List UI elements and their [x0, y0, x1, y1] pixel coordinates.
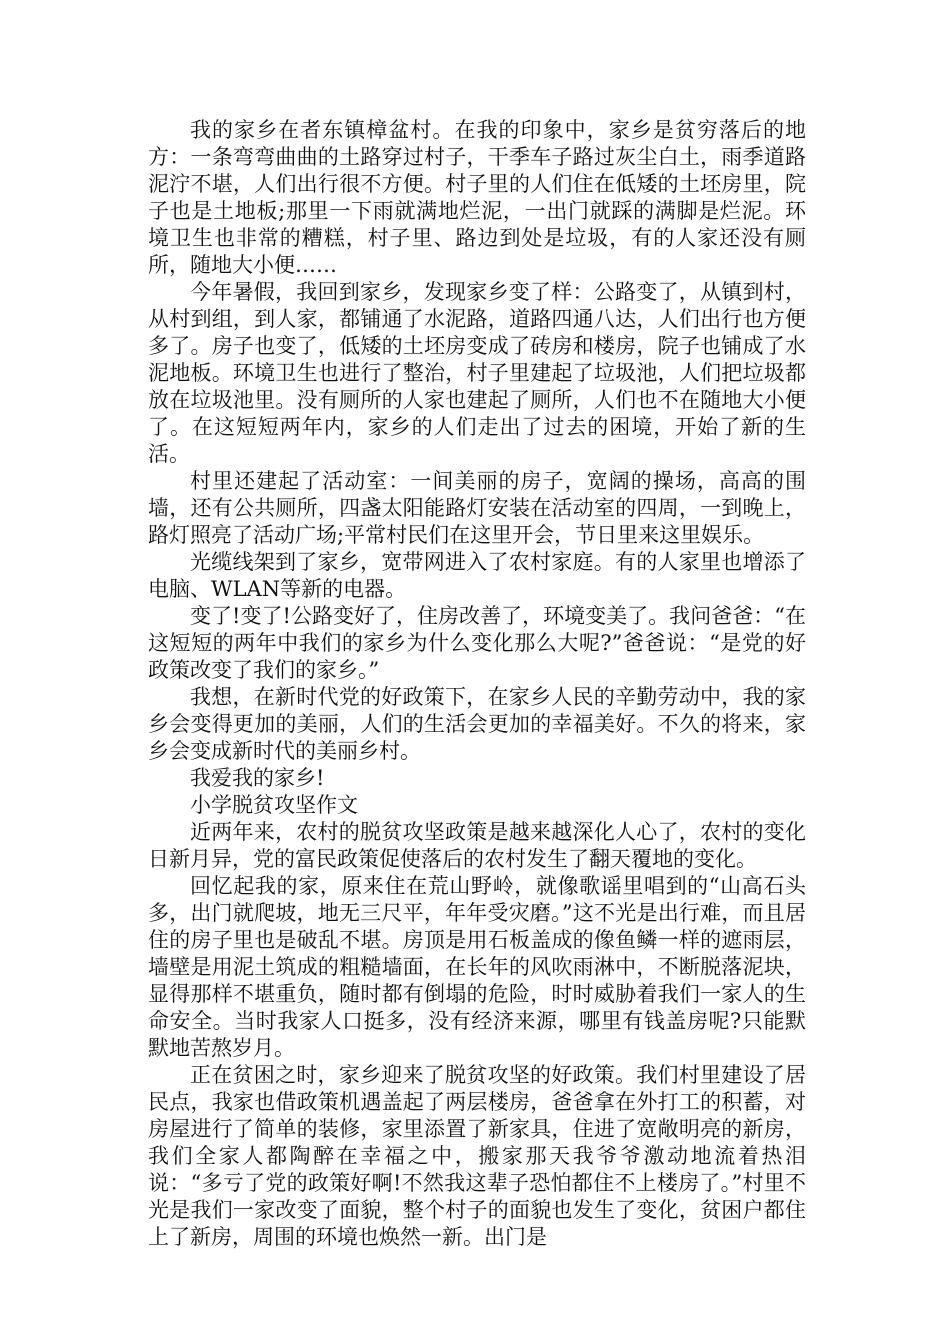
paragraph: 我想，在新时代党的好政策下，在家乡人民的辛勤劳动中，我的家乡会变得更加的美丽，人们的生活会更加的幸福美好。不久的将来，家乡会变成新时代的美丽乡村。: [148, 685, 806, 763]
paragraph: 我的家乡在者东镇樟盆村。在我的印象中，家乡是贫穷落后的地方：一条弯弯曲曲的土路穿过村子，干季车子路过灰尘白土，雨季道路泥泞不堪，人们出行很不方便。村子里的人们住在低矮的土坯房里，院子也是土地板;那里一下雨就满地烂泥，一出门就踩的满脚是烂泥。环境卫生也非常的糟糕，村子里、路边到处是垃圾，有的人家还没有厕所，随地大小便……: [148, 118, 806, 277]
section-title: 小学脱贫攻坚作文: [190, 793, 358, 817]
paragraph: 光缆线架到了家乡，宽带网进入了农村家庭。有的人家里也增添了电脑、WLAN等新的电器。: [148, 550, 806, 601]
document-body: [148, 117, 806, 1251]
paragraph: 回忆起我的家，原来住在荒山野岭，就像歌谣里唱到的“山高石头多，出门就爬坡，地无三尺平，年年受灾磨。”这不光是出行难，而且居住的房子里也是破乱不堪。房顶是用石板盖成的像鱼鳞一样的遮雨层，墙壁是用泥土筑成的粗糙墙面，在长年的风吹雨淋中，不断脱落泥块，显得那样不堪重负，随时都有倒塌的危险，时时威胁着我们一家人的生命安全。当时我家人口挺多，没有经济来源，哪里有钱盖房呢?只能默默地苦熬岁月。: [148, 874, 806, 1060]
paragraph: 近两年来，农村的脱贫攻坚政策是越来越深化人心了，农村的变化日新月异，党的富民政策促使落后的农村发生了翻天覆地的变化。: [148, 820, 806, 871]
paragraph: 变了!变了!公路变好了，住房改善了，环境变美了。我问爸爸：“在这短短的两年中我们的家乡为什么变化那么大呢?”爸爸说：“是党的好政策改变了我们的家乡。”: [148, 604, 806, 682]
paragraph: 今年暑假，我回到家乡，发现家乡变了样：公路变了，从镇到村，从村到组，到人家，都铺通了水泥路，道路四通八达，人们出行也方便多了。房子也变了，低矮的土坯房变成了砖房和楼房，院子也铺成了水泥地板。环境卫生也进行了整治，村子里建起了垃圾池，人们把垃圾都放在垃圾池里。没有厕所的人家也建起了厕所，人们也不在随地大小便了。在这短短两年内，家乡的人们走出了过去的困境，开始了新的生活。: [148, 280, 806, 466]
paragraph: 正在贫困之时，家乡迎来了脱贫攻坚的好政策。我们村里建设了居民点，我家也借政策机遇盖起了两层楼房，爸爸拿在外打工的积蓄，对房屋进行了简单的装修，家里添置了新家具，住进了宽敞明亮的新房，我们全家人都陶醉在幸福之中，搬家那天我爷爷激动地流着热泪说：“多亏了党的政策好啊!不然我这辈子恐怕都住不上楼房了。”村里不光是我们一家改变了面貌，整个村子的面貌也发生了变化，贫困户都住上了新房，周围的环境也焕然一新。出门是: [148, 1063, 806, 1249]
paragraph: 我爱我的家乡!: [190, 766, 325, 790]
paragraph: 村里还建起了活动室：一间美丽的房子，宽阔的操场，高高的围墙，还有公共厕所，四盏太阳能路灯安装在活动室的四周，一到晚上，路灯照亮了活动广场;平常村民们在这里开会，节日里来这里娱乐。: [148, 469, 806, 547]
